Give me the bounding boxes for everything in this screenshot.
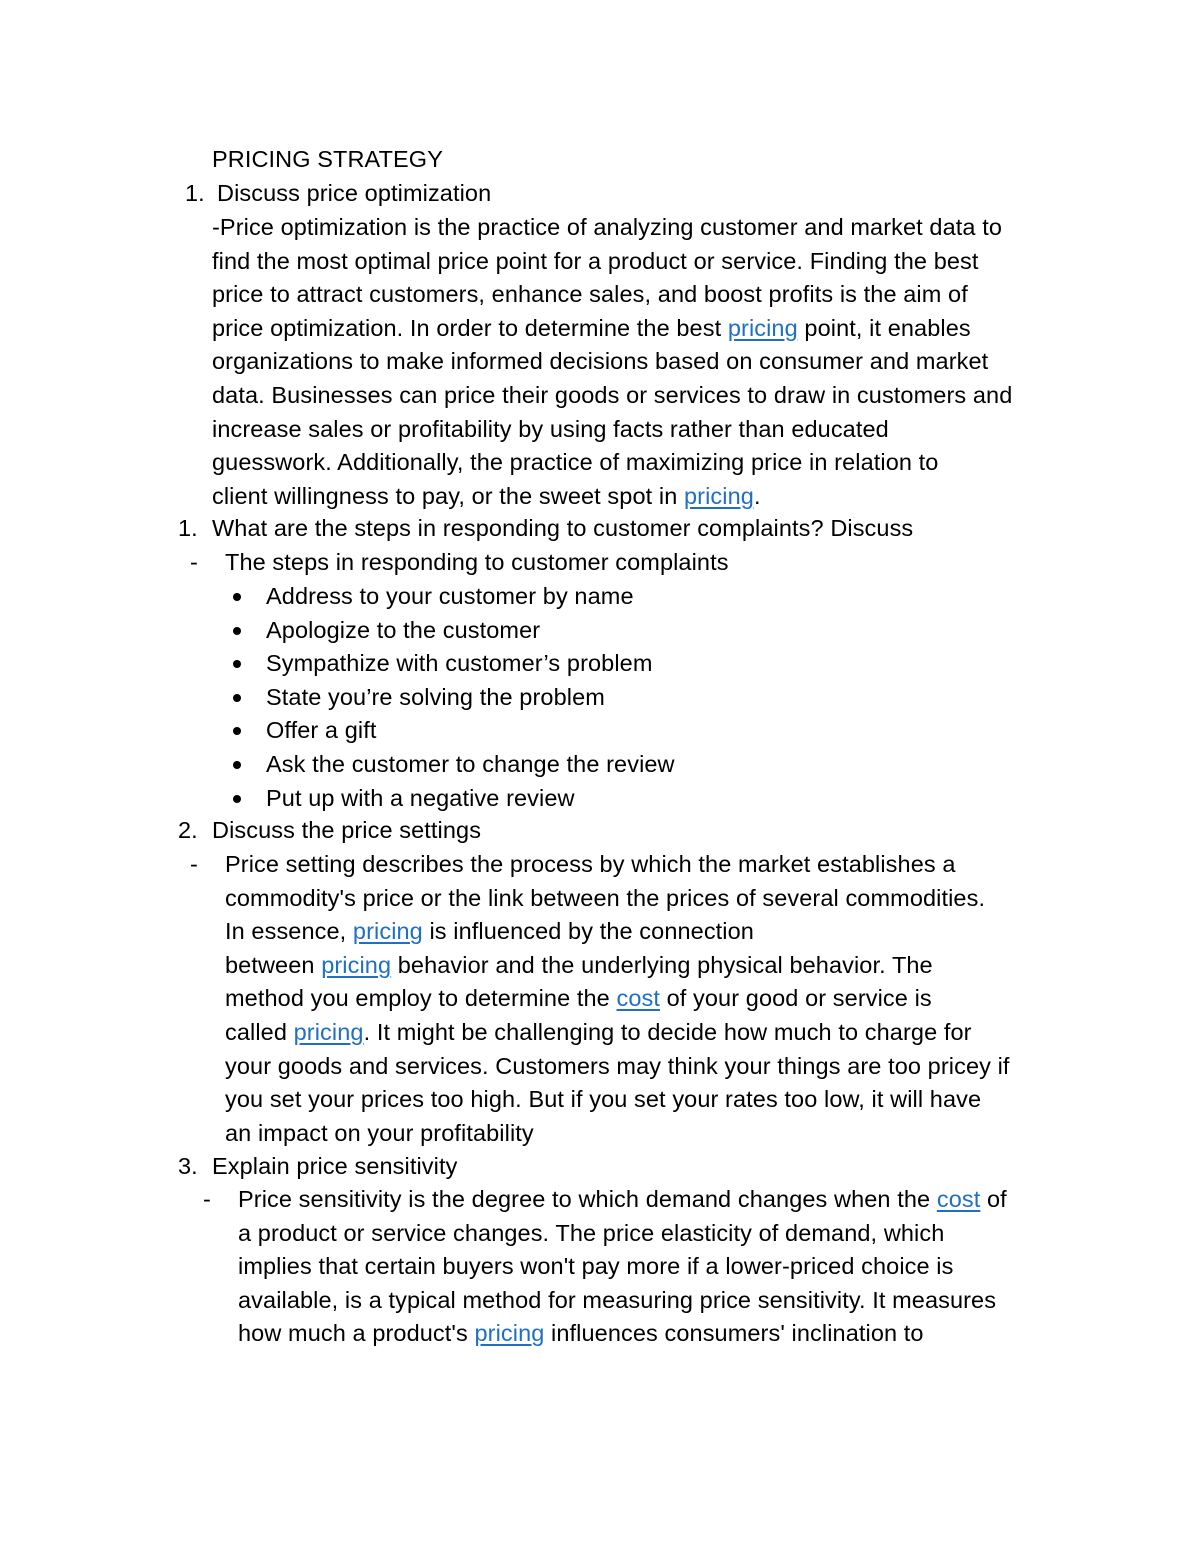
bullet-icon bbox=[233, 627, 241, 635]
paragraph-line: you set your prices too high. But if you set your rates too low, it will have bbox=[225, 1086, 982, 1113]
paragraph-line: implies that certain buyers won't pay more if a lower-priced choice is bbox=[238, 1253, 954, 1280]
line-text-before: between bbox=[225, 951, 322, 978]
bullet-icon bbox=[233, 761, 241, 769]
paragraph-line: your goods and services. Customers may think your things are too pricey if bbox=[225, 1052, 1010, 1079]
list-item: Offer a gift bbox=[266, 717, 377, 744]
bullet-icon bbox=[233, 593, 241, 601]
line-text-after: is influenced by the connection bbox=[422, 918, 754, 945]
line-text-after: . bbox=[753, 482, 761, 509]
paragraph-line: guesswork. Additionally, the practice of maximizing price in relation to bbox=[212, 449, 939, 476]
inline-link[interactable]: pricing bbox=[293, 1019, 364, 1045]
list-item: Sympathize with customer’s problem bbox=[266, 650, 653, 677]
list-item: Put up with a negative review bbox=[266, 784, 575, 811]
paragraph-line: price to attract customers, enhance sales, and boost profits is the aim of bbox=[212, 281, 968, 308]
line-text-after: of bbox=[980, 1186, 1007, 1212]
paragraph-line bbox=[238, 1317, 924, 1350]
inline-link[interactable]: pricing bbox=[321, 951, 392, 978]
inline-link[interactable]: pricing bbox=[352, 918, 423, 945]
inline-link[interactable]: cost bbox=[936, 1186, 981, 1212]
line-text-before: method you employ to determine the bbox=[225, 985, 617, 1012]
line-text-before: client willingness to pay, or the sweet spot in bbox=[212, 482, 684, 509]
inline-link[interactable]: cost bbox=[616, 985, 660, 1012]
q4-number: 3. bbox=[178, 1153, 198, 1179]
q1-number: 1. bbox=[185, 180, 205, 206]
line-text-before: how much a product's bbox=[238, 1320, 475, 1347]
line-text-before: price optimization. In order to determine the best bbox=[212, 314, 728, 341]
paragraph-line: commodity's price or the link between the prices of several commodities. bbox=[225, 884, 986, 911]
line-text-after: influences consumers' inclination to bbox=[544, 1320, 924, 1347]
paragraph-line bbox=[225, 982, 932, 1015]
list-item: Address to your customer by name bbox=[266, 583, 634, 609]
paragraph-line: a product or service changes. The price elasticity of demand, which bbox=[238, 1219, 945, 1246]
paragraph-line: available, is a typical method for measuring price sensitivity. It measures bbox=[238, 1286, 997, 1313]
line-text-after: . It might be challenging to decide how much to charge for bbox=[363, 1019, 972, 1045]
q2-intro: The steps in responding to customer complaints bbox=[225, 549, 729, 575]
paragraph-line bbox=[225, 1016, 972, 1049]
line-text-before: Price sensitivity is the degree to which demand changes when the bbox=[238, 1186, 937, 1212]
paragraph-line: Price setting describes the process by which the market establishes a bbox=[225, 851, 956, 877]
q2-dash: - bbox=[190, 549, 198, 575]
paragraph-line: increase sales or profitability by using facts rather than educated bbox=[212, 415, 889, 442]
paragraph-line bbox=[225, 949, 933, 982]
q3-heading: Discuss the price settings bbox=[212, 817, 482, 843]
q3-dash: - bbox=[190, 851, 198, 877]
line-text-after: point, it enables bbox=[797, 314, 971, 341]
q2-number: 1. bbox=[178, 515, 198, 541]
q2-heading: What are the steps in responding to customer complaints? Discuss bbox=[212, 515, 914, 541]
paragraph-line bbox=[238, 1183, 1007, 1216]
paragraph-line: an impact on your profitability bbox=[225, 1119, 534, 1146]
line-text-before: In essence, bbox=[225, 918, 353, 945]
document-title: PRICING STRATEGY bbox=[212, 146, 443, 172]
q4-heading: Explain price sensitivity bbox=[212, 1153, 458, 1179]
inline-link[interactable]: pricing bbox=[474, 1320, 545, 1347]
line-text-before: called bbox=[225, 1019, 294, 1045]
line-text-after: behavior and the underlying physical behavior. The bbox=[391, 951, 933, 978]
paragraph-line bbox=[212, 480, 761, 513]
inline-link[interactable]: pricing bbox=[727, 314, 798, 341]
q1-heading: Discuss price optimization bbox=[217, 180, 492, 206]
bullet-icon bbox=[233, 694, 241, 702]
paragraph-line: -Price optimization is the practice of analyzing customer and market data to bbox=[212, 214, 1002, 240]
inline-link[interactable]: pricing bbox=[684, 482, 754, 509]
list-item: Apologize to the customer bbox=[266, 616, 541, 643]
paragraph-line: organizations to make informed decisions based on consumer and market bbox=[212, 348, 989, 375]
paragraph-line bbox=[225, 915, 754, 948]
bullet-icon bbox=[233, 660, 241, 668]
list-item: Ask the customer to change the review bbox=[266, 751, 675, 777]
paragraph-line bbox=[212, 312, 971, 345]
paragraph-line: find the most optimal price point for a product or service. Finding the best bbox=[212, 247, 979, 274]
bullet-icon bbox=[233, 795, 241, 803]
q4-dash: - bbox=[203, 1186, 211, 1212]
paragraph-line: data. Businesses can price their goods or services to draw in customers and bbox=[212, 382, 1013, 408]
bullet-icon bbox=[233, 727, 241, 735]
line-text-after: of your good or service is bbox=[659, 985, 932, 1012]
q3-number: 2. bbox=[178, 817, 198, 843]
list-item: State you’re solving the problem bbox=[266, 683, 605, 710]
